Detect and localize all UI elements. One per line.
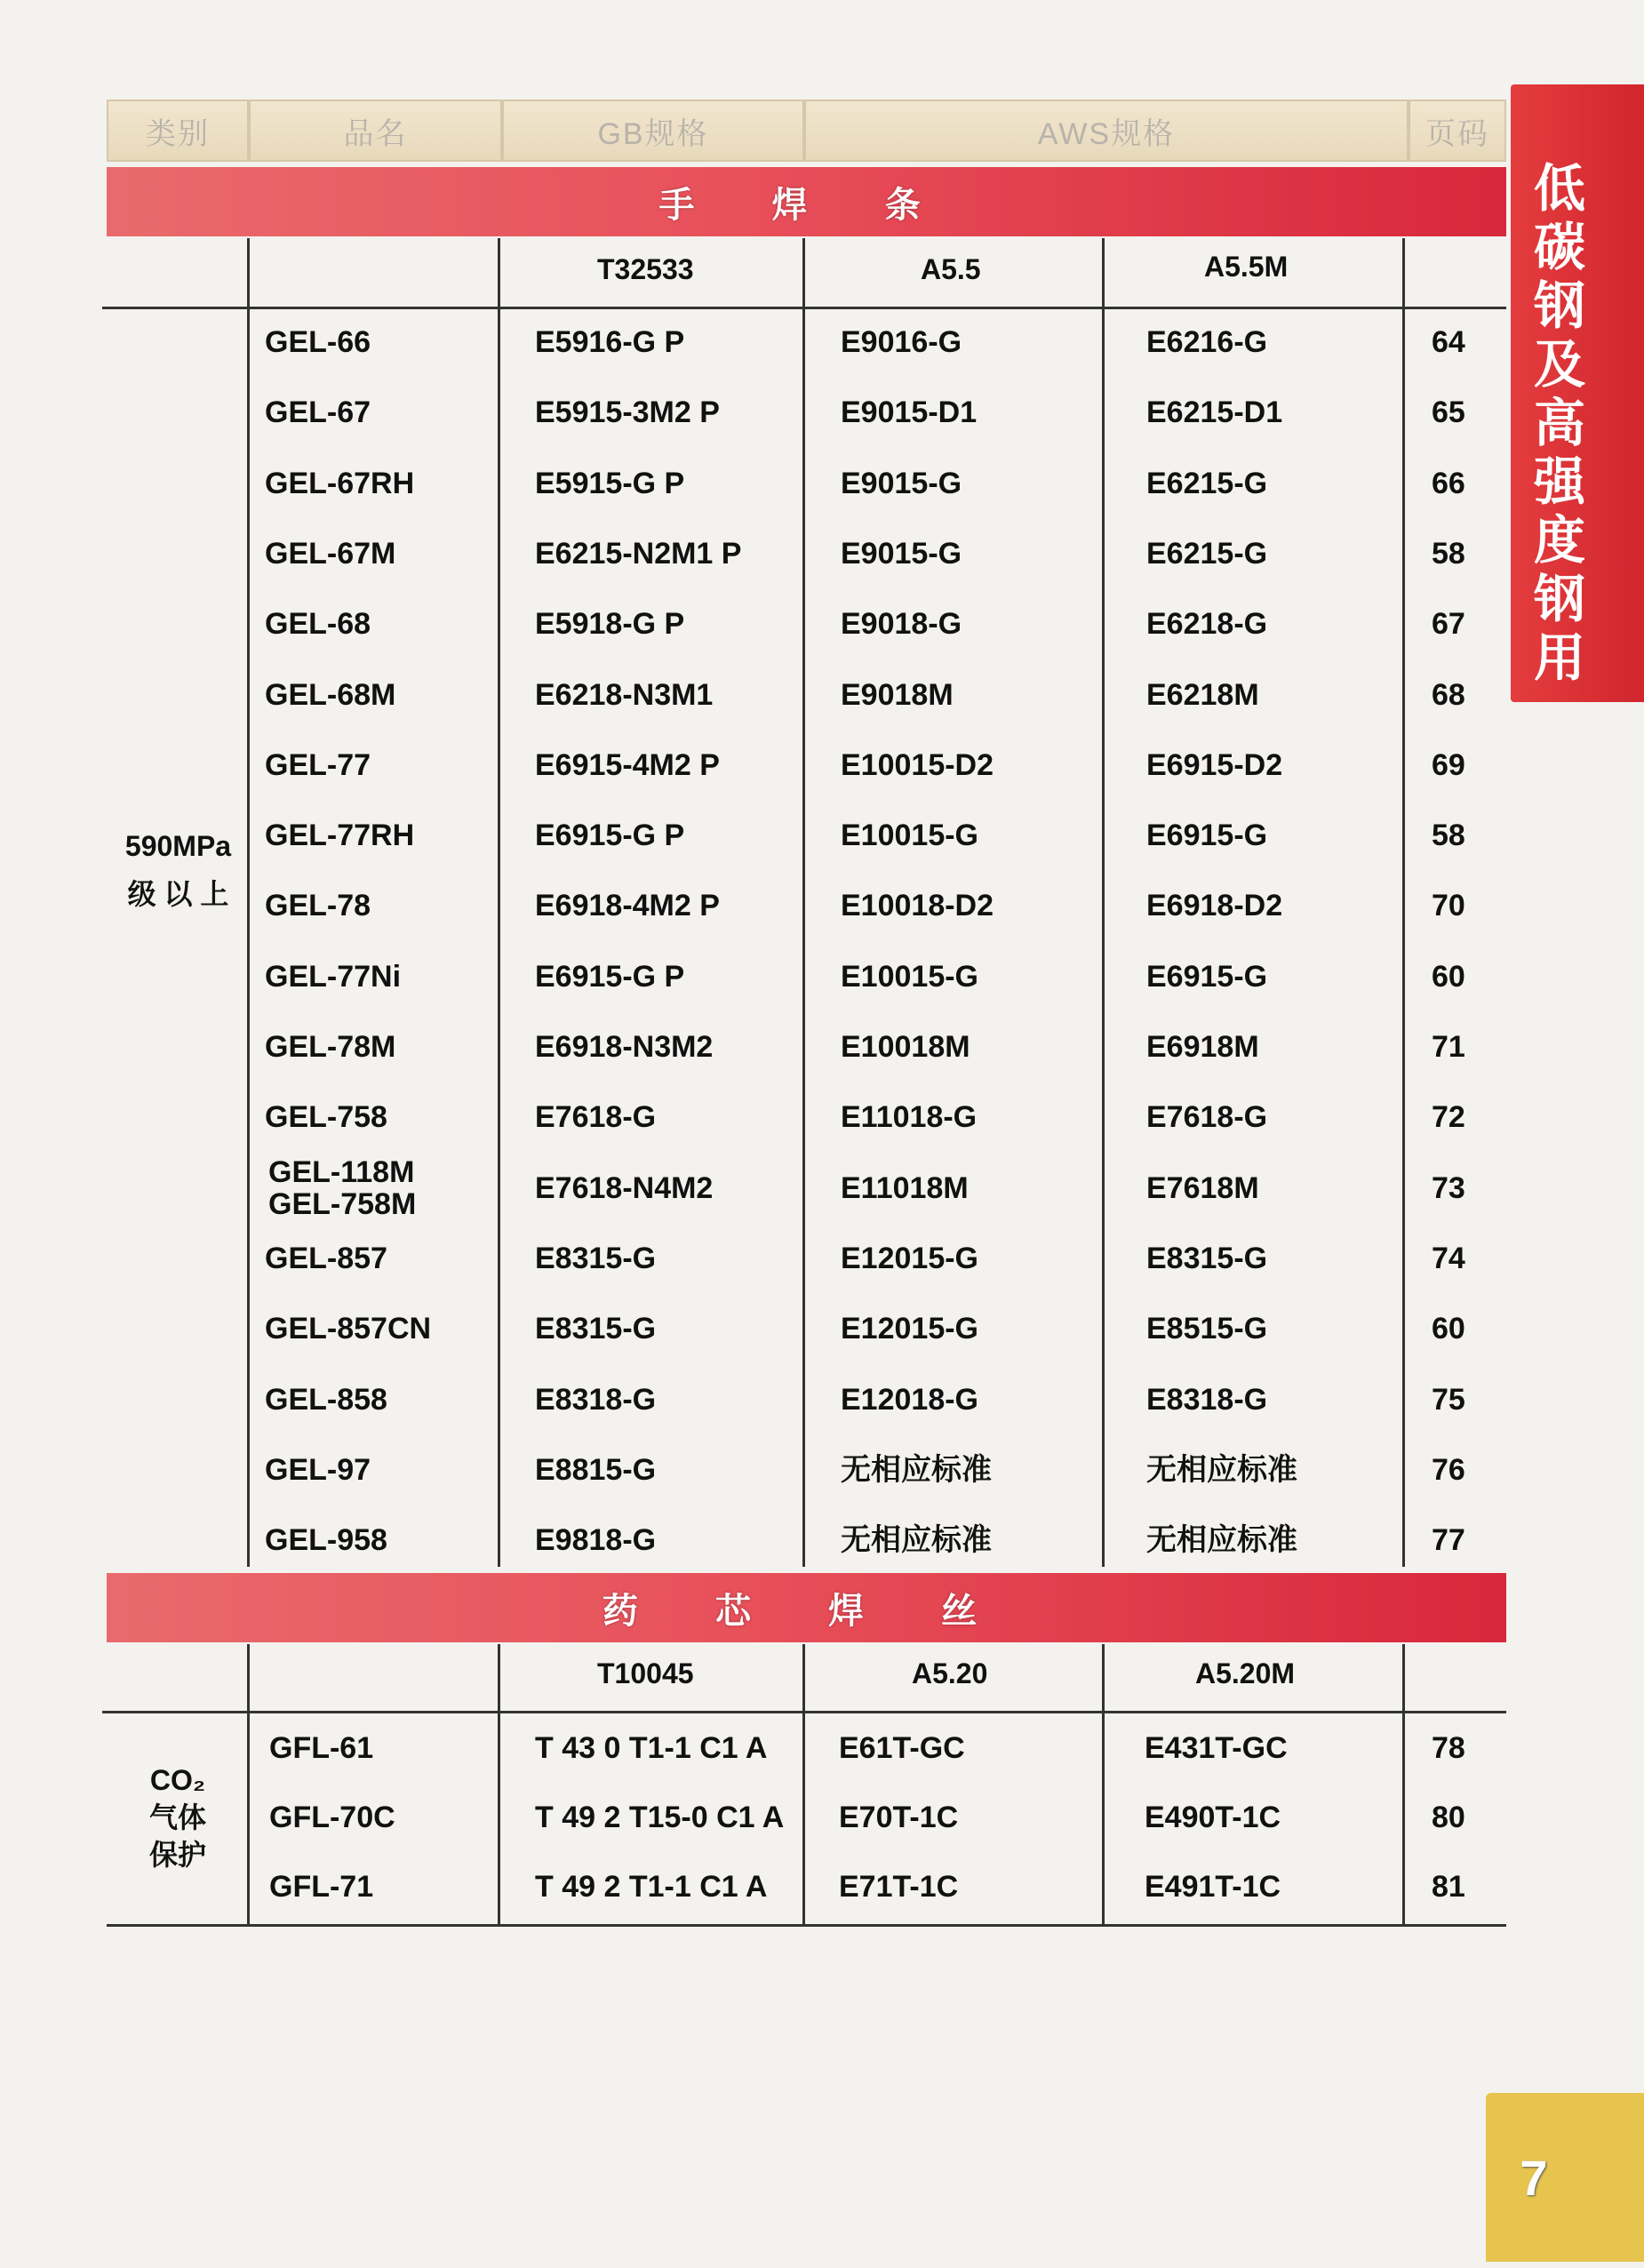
aws-m-spec: E431T-GC <box>1145 1731 1288 1765</box>
aws-spec: E10015-D2 <box>841 748 994 782</box>
section-title: 药 芯 焊 丝 <box>602 1591 1011 1631</box>
aws-spec: E12018-G <box>841 1383 978 1417</box>
header-col-category: 类别 <box>107 100 249 162</box>
gb-spec: E6918-N3M2 <box>535 1030 714 1064</box>
header-col-product: 品名 <box>249 100 502 162</box>
gb-spec: E6218-N3M1 <box>535 678 714 712</box>
aws-m-spec: E6218-G <box>1146 607 1268 641</box>
product-name: GEL-67M <box>265 537 396 571</box>
aws-spec: E9015-D1 <box>841 395 978 429</box>
side-tab-char: 及 <box>1533 336 1585 394</box>
product-name: GEL-958 <box>265 1523 387 1557</box>
column-divider <box>498 1644 500 1924</box>
product-name: GFL-70C <box>269 1801 395 1834</box>
aws-spec: E70T-1C <box>839 1801 959 1834</box>
gb-spec: E6215-N2M1 P <box>535 537 742 571</box>
aws-m-spec: E8315-G <box>1146 1242 1268 1275</box>
aws-spec: E12015-G <box>841 1312 978 1346</box>
column-divider <box>247 1644 250 1924</box>
gb-spec: E6918-4M2 P <box>535 889 720 922</box>
aws-spec: E9016-G <box>841 325 962 359</box>
product-name: GEL-858 <box>265 1383 387 1417</box>
page-number-box <box>1486 2093 1644 2262</box>
side-tab-char: 钢 <box>1533 277 1585 335</box>
category-line: 级 以 上 <box>127 877 229 910</box>
aws-spec: E11018M <box>841 1171 969 1205</box>
side-tab-char: 高 <box>1533 395 1585 452</box>
page-ref: 71 <box>1432 1030 1465 1064</box>
category-line: 保护 <box>148 1839 206 1871</box>
page-ref: 70 <box>1432 889 1465 922</box>
gb-spec: E5915-G P <box>535 467 685 500</box>
aws-spec: E9015-G <box>841 537 962 571</box>
product-name: GEL-77RH <box>265 819 415 852</box>
aws-spec: 无相应标准 <box>841 1523 992 1557</box>
gb-spec: E7618-N4M2 <box>535 1171 714 1205</box>
product-name: GEL-758M <box>268 1187 417 1221</box>
page-ref: 68 <box>1432 678 1465 712</box>
aws-spec: E12015-G <box>841 1242 978 1275</box>
category-label <box>114 828 243 913</box>
product-name: GEL-857 <box>265 1242 387 1275</box>
aws-m-spec: E6215-G <box>1146 467 1268 500</box>
side-tab-char: 用 <box>1533 629 1585 687</box>
aws-m-spec: E6215-D1 <box>1146 395 1283 429</box>
aws-m-spec: E6915-G <box>1146 819 1268 852</box>
product-name: GEL-857CN <box>265 1312 432 1346</box>
product-name: GEL-68 <box>265 607 371 641</box>
header-col-gb: GB规格 <box>502 100 804 162</box>
product-name: GEL-77 <box>265 748 371 782</box>
page-ref: 66 <box>1432 467 1465 500</box>
page-ref: 81 <box>1432 1870 1465 1904</box>
aws-m-spec: E6215-G <box>1146 537 1268 571</box>
aws-spec: E9015-G <box>841 467 962 500</box>
page-ref: 76 <box>1432 1453 1465 1487</box>
product-name: GEL-78M <box>265 1030 396 1064</box>
product-name: GEL-66 <box>265 325 371 359</box>
gb-spec: E8315-G <box>535 1312 657 1346</box>
aws-spec: E10015-G <box>841 960 978 994</box>
aws-spec: E10015-G <box>841 819 978 852</box>
section-title: 手 焊 条 <box>658 185 954 225</box>
side-tab-char: 低 <box>1533 160 1585 218</box>
category-line: 590MPa <box>124 830 232 862</box>
std-aws: A5.5 <box>921 253 981 285</box>
section-banner-electrode <box>107 167 1506 236</box>
gb-spec: T 43 0 T1-1 C1 A <box>535 1731 768 1765</box>
column-divider <box>1102 238 1105 1567</box>
aws-m-spec: E7618-G <box>1146 1100 1268 1134</box>
aws-spec: E11018-G <box>841 1100 978 1134</box>
aws-spec: E10018M <box>841 1030 970 1064</box>
aws-m-spec: E6918M <box>1146 1030 1259 1064</box>
page-ref: 60 <box>1432 1312 1465 1346</box>
product-name: GEL-758 <box>265 1100 387 1134</box>
side-tab-title <box>1511 160 1608 688</box>
side-tab-char: 强 <box>1533 453 1585 511</box>
page-ref: 64 <box>1432 325 1465 359</box>
gb-spec: E7618-G <box>535 1100 657 1134</box>
page-ref: 73 <box>1432 1171 1465 1205</box>
product-name: GFL-71 <box>269 1870 374 1904</box>
aws-m-spec: E6915-G <box>1146 960 1268 994</box>
gb-spec: E6915-G P <box>535 819 685 852</box>
aws-m-spec: E8515-G <box>1146 1312 1268 1346</box>
aws-spec: E10018-D2 <box>841 889 994 922</box>
gb-spec: E8315-G <box>535 1242 657 1275</box>
product-name: GEL-118M <box>268 1155 415 1189</box>
gb-spec: E8815-G <box>535 1453 657 1487</box>
aws-m-spec: 无相应标准 <box>1146 1523 1297 1557</box>
column-divider <box>1102 1644 1105 1924</box>
category-line: CO₂ <box>149 1764 206 1796</box>
header-col-aws: AWS规格 <box>804 100 1409 162</box>
aws-spec: E9018M <box>841 678 954 712</box>
section-banner-flux-cored <box>107 1573 1506 1642</box>
aws-m-spec: E6915-D2 <box>1146 748 1283 782</box>
product-name: GEL-78 <box>265 889 371 922</box>
column-divider <box>802 238 805 1567</box>
category-label <box>133 1761 222 1873</box>
aws-m-spec: E6216-G <box>1146 325 1268 359</box>
aws-spec: E71T-1C <box>839 1870 959 1904</box>
page-ref: 58 <box>1432 537 1465 571</box>
gb-spec: E9818-G <box>535 1523 657 1557</box>
std-gb: T10045 <box>597 1657 694 1689</box>
product-name: GEL-67RH <box>265 467 415 500</box>
side-tab-char: 碳 <box>1533 219 1585 276</box>
page-ref: 58 <box>1432 819 1465 852</box>
gb-spec: E6915-G P <box>535 960 685 994</box>
page-ref: 67 <box>1432 607 1465 641</box>
gb-spec: T 49 2 T15-0 C1 A <box>535 1801 785 1834</box>
product-name: GEL-68M <box>265 678 396 712</box>
gb-spec: E5916-G P <box>535 325 685 359</box>
gb-spec: T 49 2 T1-1 C1 A <box>535 1870 768 1904</box>
gb-spec: E5918-G P <box>535 607 685 641</box>
product-name: GEL-97 <box>265 1453 371 1487</box>
page-ref: 60 <box>1432 960 1465 994</box>
page-ref: 80 <box>1432 1801 1465 1834</box>
aws-m-spec: E6918-D2 <box>1146 889 1283 922</box>
page-ref: 78 <box>1432 1731 1465 1765</box>
aws-m-spec: E7618M <box>1146 1171 1259 1205</box>
column-divider <box>1402 1644 1405 1924</box>
divider <box>107 1924 1506 1927</box>
column-divider <box>1402 238 1405 1567</box>
side-tab-char: 钢 <box>1533 571 1585 628</box>
gb-spec: E8318-G <box>535 1383 657 1417</box>
std-awsm: A5.5M <box>1204 251 1289 283</box>
aws-spec: 无相应标准 <box>841 1453 992 1487</box>
product-name: GFL-61 <box>269 1731 374 1765</box>
gb-spec: E5915-3M2 P <box>535 395 720 429</box>
aws-m-spec: E8318-G <box>1146 1383 1268 1417</box>
aws-m-spec: E6218M <box>1146 678 1259 712</box>
header-col-page: 页码 <box>1409 100 1506 162</box>
page-ref: 65 <box>1432 395 1465 429</box>
std-gb: T32533 <box>597 253 694 285</box>
product-name: GEL-77Ni <box>265 960 402 994</box>
aws-m-spec: E491T-1C <box>1145 1870 1281 1904</box>
aws-spec: E9018-G <box>841 607 962 641</box>
gb-spec: E6915-4M2 P <box>535 748 720 782</box>
column-divider <box>247 238 250 1567</box>
aws-spec: E61T-GC <box>839 1731 965 1765</box>
product-name: GEL-67 <box>265 395 371 429</box>
aws-m-spec: E490T-1C <box>1145 1801 1281 1834</box>
aws-m-spec: 无相应标准 <box>1146 1453 1297 1487</box>
page-ref: 69 <box>1432 748 1465 782</box>
page-ref: 77 <box>1432 1523 1465 1557</box>
page-number: 7 <box>1520 2149 1548 2206</box>
std-awsm: A5.20M <box>1195 1657 1296 1689</box>
column-divider <box>802 1644 805 1924</box>
page-ref: 72 <box>1432 1100 1465 1134</box>
page-ref: 74 <box>1432 1242 1465 1275</box>
category-line: 气体 <box>148 1801 206 1833</box>
page-ref: 75 <box>1432 1383 1465 1417</box>
side-tab-char: 度 <box>1533 512 1585 570</box>
column-divider <box>498 238 500 1567</box>
side-tab <box>1511 84 1644 702</box>
std-aws: A5.20 <box>912 1657 988 1689</box>
